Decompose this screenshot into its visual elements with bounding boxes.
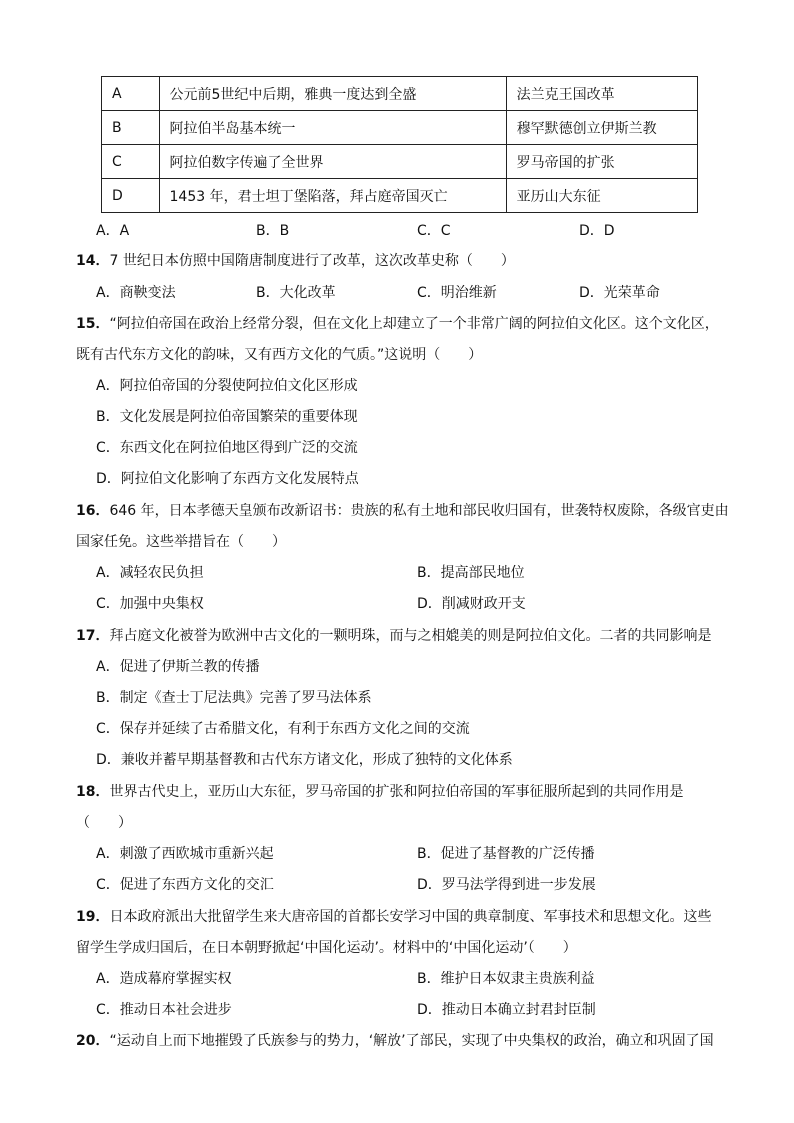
q16-option-c[interactable]: C．加强中央集权 (96, 596, 204, 612)
q19-text-line1: 日本政府派出大批留学生来大唐帝国的首都长安学习中国的典章制度、军事技术和思想文化。这些 (109, 909, 712, 925)
q20-stem (76, 1031, 714, 1051)
table-row (102, 77, 698, 111)
table-row (102, 179, 698, 213)
q14-number: 14． (76, 253, 110, 269)
q15-text-line1: “阿拉伯帝国在政治上经常分裂，但在文化上却建立了一个非常广阔的阿拉伯文化区。这个文化区， (109, 316, 719, 332)
q15-text-line2: 既有古代东方文化的韵味，又有西方文化的气质。”这说明（ ） (76, 347, 483, 363)
row-event: 阿拉伯半岛基本统一 (159, 111, 506, 145)
q13-option-d[interactable]: D．D (579, 223, 615, 239)
q17-option-c[interactable]: C．保存并延续了古希腊文化，有利于东西方文化之间的交流 (96, 721, 470, 737)
q17-stem (76, 626, 711, 646)
matching-table (101, 76, 698, 213)
q14-text: 7 世纪日本仿照中国隋唐制度进行了改革，这次改革史称（ ） (109, 253, 515, 269)
q13-option-a[interactable]: A．A (96, 223, 130, 239)
q16-number: 16． (76, 503, 110, 519)
q17-text: 拜占庭文化被誉为欧洲中古文化的一颗明珠，而与之相媲美的则是阿拉伯文化。二者的共同影响是 (109, 628, 712, 644)
table-row (102, 111, 698, 145)
q18-option-a[interactable]: A．刺激了西欧城市重新兴起 (96, 846, 274, 862)
q20-text: “运动自上而下地摧毁了氏族参与的势力，‘解放’了部民，实现了中央集权的政治，确立和巩固了国 (109, 1033, 714, 1049)
q18-option-d[interactable]: D．罗马法学得到进一步发展 (417, 877, 596, 893)
q18-number: 18． (76, 784, 110, 800)
q19-option-b[interactable]: B．维护日本奴隶主贵族利益 (417, 971, 595, 987)
row-event: 公元前5世纪中后期，雅典一度达到全盛 (159, 77, 506, 111)
table-row (102, 145, 698, 179)
row-cause: 罗马帝国的扩张 (506, 145, 697, 179)
q19-option-a-visible[interactable]: A．造成幕府掌握实权 (96, 971, 232, 987)
row-letter: D (102, 179, 160, 213)
q16-stem (76, 501, 729, 521)
q15-option-c[interactable]: C．东西文化在阿拉伯地区得到广泛的交流 (96, 440, 358, 456)
q18-option-b[interactable]: B．促进了基督教的广泛传播 (417, 846, 595, 862)
q19-number: 19． (76, 909, 110, 925)
q17-number: 17． (76, 628, 110, 644)
q15-option-b[interactable]: B．文化发展是阿拉伯帝国繁荣的重要体现 (96, 409, 358, 425)
q13-option-b[interactable]: B．B (256, 223, 290, 239)
q19-text-line2: 留学生学成归国后，在日本朝野掀起‘中国化运动’。材料中的‘中国化运动’（ ） (76, 940, 577, 956)
row-letter: B (102, 111, 160, 145)
q17-option-d[interactable]: D．兼收并蓄早期基督教和古代东方诸文化，形成了独特的文化体系 (96, 752, 513, 768)
q17-option-a[interactable]: A．促进了伊斯兰教的传播 (96, 659, 260, 675)
q14-option-a[interactable]: A．商鞅变法 (96, 285, 176, 301)
q14-stem (76, 251, 515, 271)
q18-text-line1: 世界古代史上，亚历山大东征，罗马帝国的扩张和阿拉伯帝国的军事征服所起到的共同作用是 (109, 784, 684, 800)
row-event: 阿拉伯数字传遍了全世界 (159, 145, 506, 179)
q19-stem (76, 907, 711, 927)
q13-option-c[interactable]: C．C (417, 223, 451, 239)
row-cause: 法兰克王国改革 (506, 77, 697, 111)
q20-number: 20． (76, 1033, 110, 1049)
q16-text-line1: 646 年，日本孝德天皇颁布改新诏书：贵族的私有土地和部民收归国有，世袭特权废除，各级官吏由 (109, 503, 729, 519)
q15-option-d[interactable]: D．阿拉伯文化影响了东西方文化发展特点 (96, 471, 359, 487)
q14-option-c[interactable]: C．明治维新 (417, 285, 497, 301)
q15-option-a[interactable]: A．阿拉伯帝国的分裂使阿拉伯文化区形成 (96, 378, 358, 394)
q19-option-d[interactable]: D．推动日本确立封君封臣制 (417, 1002, 596, 1018)
q18-stem (76, 782, 683, 802)
q16-option-a[interactable]: A．减轻农民负担 (96, 565, 204, 581)
q14-option-d[interactable]: D．光荣革命 (579, 285, 660, 301)
row-letter: C (102, 145, 160, 179)
q15-stem (76, 314, 719, 334)
q16-option-b[interactable]: B．提高部民地位 (417, 565, 525, 581)
q19-option-c[interactable]: C．推动日本社会进步 (96, 1002, 232, 1018)
row-cause: 穆罕默德创立伊斯兰教 (506, 111, 697, 145)
q14-option-b[interactable]: B．大化改革 (256, 285, 336, 301)
q18-text-line2: （ ） (76, 815, 132, 831)
q16-option-d[interactable]: D．削减财政开支 (417, 596, 526, 612)
q15-number: 15． (76, 316, 110, 332)
row-event: 1453 年，君士坦丁堡陷落，拜占庭帝国灭亡 (159, 179, 506, 213)
row-letter: A (102, 77, 160, 111)
q17-option-b[interactable]: B．制定《查士丁尼法典》完善了罗马法体系 (96, 690, 372, 706)
q16-text-line2: 国家任免。这些举措旨在（ ） (76, 534, 286, 550)
q18-option-c[interactable]: C．促进了东西方文化的交汇 (96, 877, 274, 893)
row-cause: 亚历山大东征 (506, 179, 697, 213)
